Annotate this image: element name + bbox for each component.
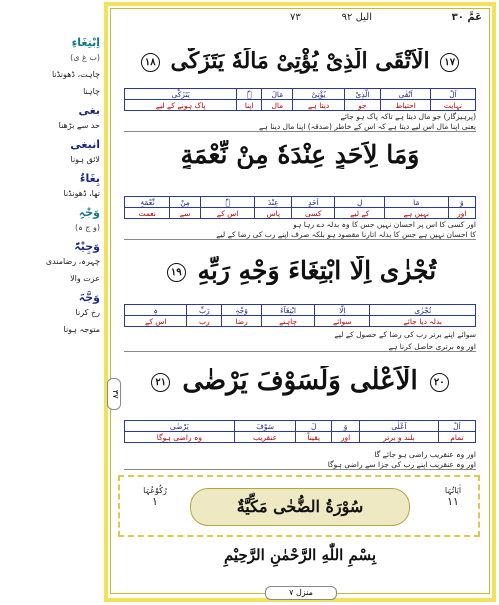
grid-arabic-word: مِنْ <box>170 197 200 208</box>
grid-arabic-word: ہٖ <box>125 305 187 316</box>
grid-meaning-word: جو <box>344 100 380 111</box>
glossary-entry: تھا، ڈھونڈنا <box>63 189 100 198</box>
grid-meaning-word: احتیاط <box>381 100 431 111</box>
surah-title: سُوْرَةُ الضُّحٰى مَكِّيَّةٌ <box>190 488 410 526</box>
grid-meaning-word: پاس <box>255 208 292 219</box>
word-grid-1 <box>124 88 476 111</box>
glossary-entry: لائق ہونا <box>70 155 100 164</box>
margin-glossary <box>2 36 100 356</box>
translation-line-4: اور وہ عنقریب راضی ہو جائے گا <box>374 450 476 459</box>
glossary-entry: حد سے بڑھنا <box>58 121 100 130</box>
word-grid-3 <box>124 304 476 327</box>
grid-meaning-word: نعمت <box>125 208 170 219</box>
grid-arabic-word: ابْتِغَآءَ <box>261 305 314 316</box>
grid-meaning-row <box>125 208 476 219</box>
translation-line-1: (پرہیزگار) جو مال دیتا ہے تاکہ پاک ہو جائے <box>340 112 476 121</box>
grid-arabic-word: اَتْقٰی <box>381 89 431 100</box>
glossary-entry: اِبْتِغَاءِ <box>71 36 100 49</box>
glossary-entry: بغی <box>78 104 100 117</box>
verse-number-3: ١٩ <box>167 263 186 282</box>
grid-meaning-row <box>125 316 476 327</box>
manzil-label: منزل ٧ <box>265 586 337 600</box>
glossary-entry: رخ کرنا <box>75 308 100 317</box>
grid-meaning-word: عنقریب <box>234 432 296 443</box>
grid-arabic-word: عِنْدَ <box>255 197 292 208</box>
ayat-count: ١١ <box>447 495 459 508</box>
ruku-info <box>130 486 180 508</box>
grid-arabic-word: ہٗ <box>237 89 262 100</box>
grid-meaning-word: اس کے <box>125 316 187 327</box>
grid-meaning-word: یقیناً <box>296 432 332 443</box>
grid-arabic-word: اَلْ <box>438 421 475 432</box>
grid-meaning-word: چاہنے <box>261 316 314 327</box>
glossary-entry: متوجہ ہونا <box>63 325 100 334</box>
grid-meaning-word: سے <box>170 208 200 219</box>
grid-meaning-word: کسی <box>292 208 335 219</box>
grid-arabic-word: الَّذِیْ <box>344 89 380 100</box>
grid-arabic-word: اَحَدٍ <box>292 197 335 208</box>
grid-meaning-word: بدلہ دیا جائے <box>370 316 476 327</box>
ayat-label: اٰیَاتُہَا <box>444 486 462 495</box>
grid-meaning-word: تمام <box>438 432 475 443</box>
grid-meaning-word: کے لیے <box>335 208 385 219</box>
grid-meaning-word: پاک ہونے کے لیے <box>125 100 237 111</box>
grid-arabic-word: اِلَّا <box>315 305 370 316</box>
grid-arabic-word: تُجْزٰی <box>370 305 476 316</box>
grid-arabic-word: وَجْہِ <box>222 305 262 316</box>
grid-meaning-word: وہ راضی ہوگا <box>125 432 235 443</box>
surah-running-title: الیل ٩٢ <box>341 12 372 23</box>
grid-meaning-word: مال <box>262 100 293 111</box>
grid-meaning-word: دیتا ہے <box>293 100 344 111</box>
word-grid-2 <box>124 196 476 219</box>
grid-meaning-word: رضا <box>222 316 262 327</box>
verse-text-2: وَمَا لِاَحَدٍ عِنْدَهٗ مِنْ نِّعْمَةٍ <box>180 140 420 169</box>
grid-meaning-word: بلند و برتر <box>360 432 439 443</box>
grid-arabic-row <box>125 305 476 316</box>
commentary-line-1: یعنی اپنا مال اس لیے دیتا ہے کہ اس کے خاطر (صدقہ) اپنا مال دینا ہے <box>124 122 476 132</box>
ruku-count: ١ <box>152 495 158 508</box>
verse-line-2 <box>120 140 480 169</box>
translation-line-3: سوائے اپنے برتر رب کی رضا کے حصول کے لیے <box>334 330 476 339</box>
verse-number-1b: ١٨ <box>141 53 160 72</box>
grid-meaning-row <box>125 100 476 111</box>
juz-label: عَمَّ ٣٠ <box>451 12 482 23</box>
glossary-entry: بِغَاءٌ <box>79 172 100 185</box>
commentary-line-3: اور وہ برتری حاصل کرنا ہے <box>124 342 476 352</box>
glossary-entry: انبغی <box>70 138 100 151</box>
glossary-entry: (و ج ہ) <box>74 223 100 232</box>
grid-meaning-word: نہایت <box>430 100 475 111</box>
verse-number-4b: ٢١ <box>151 373 170 392</box>
verse-text-3: تُجْزٰى اِلَّا ابْتِغَاءَ وَجْهِ رَبِّهِ <box>197 256 437 285</box>
glossary-entry: وَجِیْہٌ <box>74 240 100 253</box>
grid-arabic-word: اَعْلٰی <box>360 421 439 432</box>
page-header <box>112 10 488 28</box>
grid-meaning-word: اس کے <box>200 208 255 219</box>
grid-arabic-word: یَرْضٰی <box>125 421 235 432</box>
verse-number-1a: ١٧ <box>440 53 459 72</box>
commentary-line-4: اور وہ عنقریب اپنے رب کی جزا سے راضی ہوگا <box>124 460 476 470</box>
grid-meaning-word: اپنا <box>237 100 262 111</box>
commentary-line-2: کا احسان نہیں ہے جس کا بدلہ اتارنا مقصود ہو بلکہ صرف اپنے رب کی رضا کے لیے <box>124 230 476 240</box>
grid-meaning-word: نہیں ہے <box>385 208 449 219</box>
translation-line-2: اور کسی کا اس پر احسان نہیں جس کا وہ بدلہ دے رہا ہو <box>293 220 476 229</box>
glossary-entry: عزت والا <box>70 274 100 283</box>
verse-line-3 <box>120 256 480 285</box>
verse-text-4: الْاَعْلٰى وَلَسَوْفَ يَرْضٰى <box>182 366 418 396</box>
grid-meaning-word: اور <box>448 208 475 219</box>
grid-arabic-word: نِّعْمَۃٍ <box>125 197 170 208</box>
glossary-entry: وَجَّہَ <box>78 291 100 304</box>
grid-meaning-row <box>125 432 476 443</box>
grid-arabic-row <box>125 197 476 208</box>
glossary-entry: وَجْہِ <box>78 206 100 219</box>
page-number: ٧٣ <box>290 12 301 23</box>
grid-meaning-word: سوائے <box>315 316 370 327</box>
verse-text-1: الْاَتْقَى الَّذِىْ يُؤْتِىْ مَالَهٗ يَتَزَكّٰى <box>170 48 430 74</box>
glossary-entry: چہرہ، رضامندی <box>45 257 100 266</box>
grid-meaning-word: رب <box>187 316 222 327</box>
verse-number-4a: ٢٠ <box>430 373 449 392</box>
grid-arabic-word: مَالَ <box>262 89 293 100</box>
ayat-info <box>428 486 478 508</box>
grid-arabic-word: یَتَزَکّٰی <box>125 89 237 100</box>
verse-line-4 <box>120 366 480 396</box>
grid-arabic-word: لِ <box>335 197 385 208</box>
grid-arabic-row <box>125 421 476 432</box>
grid-arabic-word: رَبِّ <box>187 305 222 316</box>
grid-meaning-word: اور <box>332 432 360 443</box>
grid-arabic-word: اَلْ <box>430 89 475 100</box>
side-marker: ٣٧ <box>107 378 121 410</box>
grid-arabic-word: سَوْفَ <box>234 421 296 432</box>
glossary-entry: چاہنا <box>83 87 100 96</box>
grid-arabic-word: یُؤْتِیْ <box>293 89 344 100</box>
grid-arabic-word: مَا <box>385 197 449 208</box>
grid-arabic-word: وَ <box>448 197 475 208</box>
ruku-label: رُکُوْعُہَا <box>143 486 167 495</box>
grid-arabic-row <box>125 89 476 100</box>
verse-line-1 <box>120 48 480 74</box>
word-grid-4 <box>124 420 476 443</box>
grid-arabic-word: وَ <box>332 421 360 432</box>
grid-arabic-word: لَ <box>296 421 332 432</box>
glossary-entry: چاہت، ڈھونڈنا <box>51 70 100 79</box>
grid-arabic-word: ہٗ <box>200 197 255 208</box>
glossary-entry: (ب غ ی) <box>70 53 100 62</box>
basmala: بِسْمِ اللّٰهِ الرَّحْمٰنِ الرَّحِيْمِ <box>223 546 377 564</box>
